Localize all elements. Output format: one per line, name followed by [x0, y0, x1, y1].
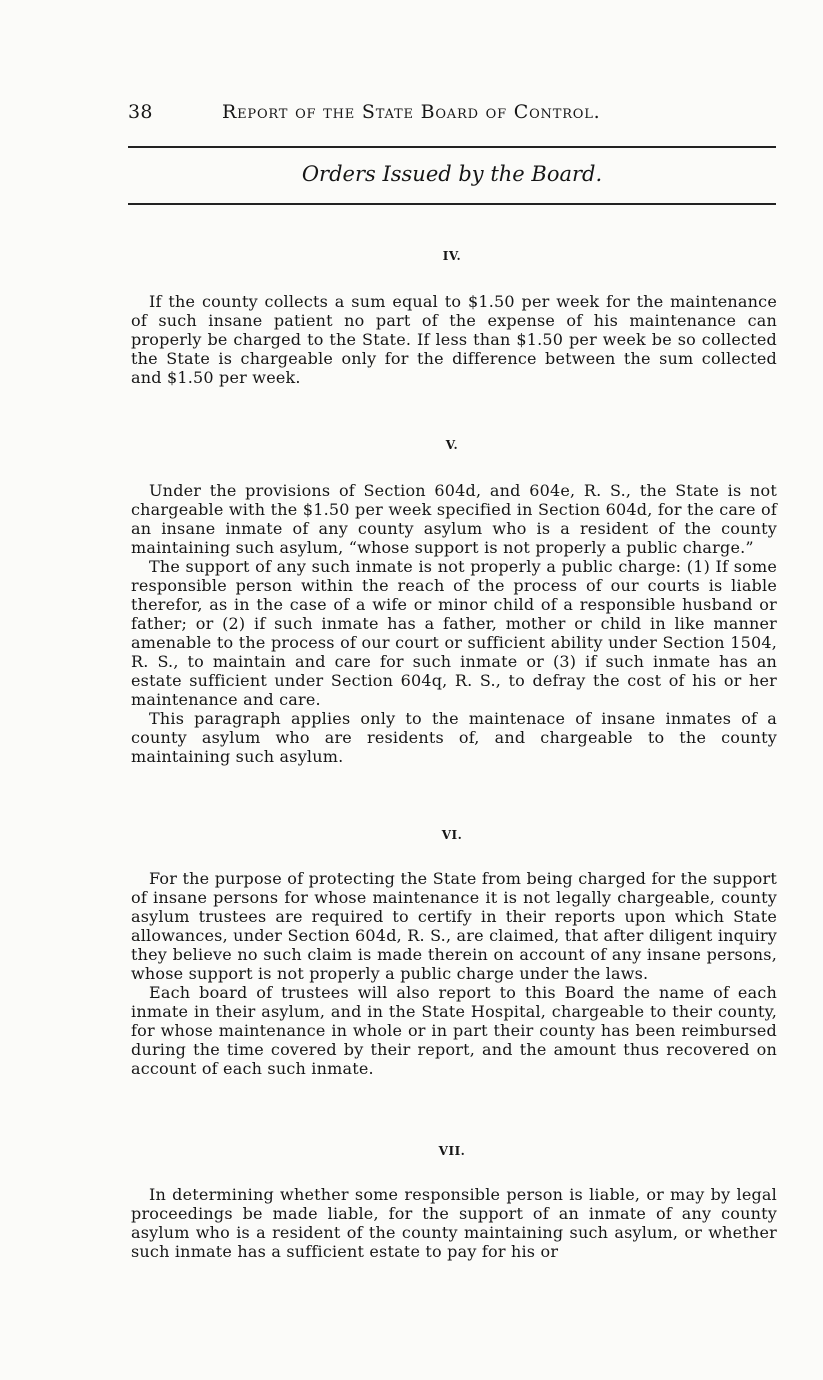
section-heading-vi: VI. — [441, 828, 463, 842]
header-rule-bottom — [128, 203, 776, 205]
paragraph: The support of any such inmate is not properly a public charge: (1) If some responsible person within the reach of the process of our courts is liable therefor, as in the case of a wife or minor child of a responsible husband or father; or (2) if such inmate has a father, mother or child in like manner amenable to the process of our court or sufficient ability under Section 1504, R. S., to maintain and care for such inmate or (3) if such inmate has an estate sufficient under Section 604q, R. S., to defray the cost of his or her maintenance and care. — [131, 557, 777, 709]
section-body-iv — [131, 292, 777, 387]
paragraph: If the county collects a sum equal to $1.50 per week for the maintenance of such insane patient no part of the expense of his maintenance can properly be charged to the State. If less than $1.50 per week be so collected the State is chargeable only for the difference between the sum collected and $1.50 per week. — [131, 292, 777, 387]
section-body-vii — [131, 1185, 777, 1261]
paragraph: Each board of trustees will also report to this Board the name of each inmate in their asylum, and in the State Hospital, chargeable to their county, for whose maintenance in whole or in part their county has been reimbursed during the time covered by their report, and the amount thus recovered on account of each such inmate. — [131, 983, 777, 1078]
section-title: Orders Issued by the Board. — [301, 162, 603, 186]
section-body-v — [131, 481, 777, 766]
section-body-vi — [131, 869, 777, 1078]
section-heading-v: V. — [445, 438, 459, 452]
paragraph: For the purpose of protecting the State from being charged for the support of insane persons for whose maintenance it is not legally chargeable, county asylum trustees are required to certify in their reports upon which State allowances, under Section 604d, R. S., are claimed, that after diligent inquiry they believe no such claim is made therein on account of any insane persons, whose support is not properly a public charge under the laws. — [131, 869, 777, 983]
paragraph: Under the provisions of Section 604d, and 604e, R. S., the State is not chargeable with the $1.50 per week specified in Section 604d, for the care of an insane inmate of any county asylum who is a resident of the county maintaining such asylum, “whose support is not properly a public charge.” — [131, 481, 777, 557]
paragraph: This paragraph applies only to the maintenace of insane inmates of a county asylum who are residents of, and chargeable to the county maintaining such asylum. — [131, 709, 777, 766]
header-rule-top — [128, 146, 776, 148]
section-heading-vii: VII. — [438, 1144, 466, 1158]
section-heading-iv: IV. — [442, 249, 462, 263]
paragraph: In determining whether some responsible person is liable, or may by legal proceedings be made liable, for the support of an inmate of any county asylum who is a resident of the county maintaining such asylum, or whether such inmate has a sufficient estate to pay for his or — [131, 1185, 777, 1261]
page-number: 38 — [128, 101, 153, 123]
running-title: Report of the State Board of Control. — [222, 101, 601, 123]
